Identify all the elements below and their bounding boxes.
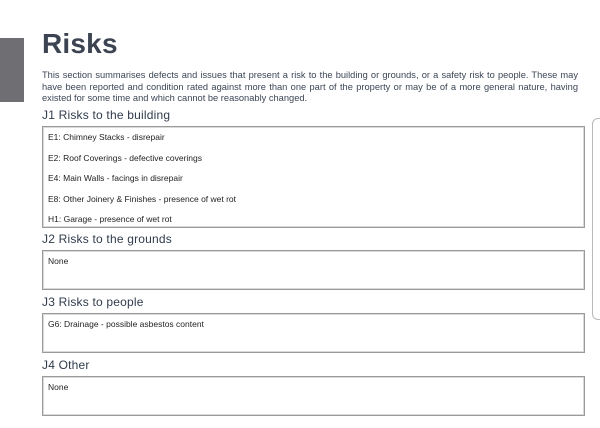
list-item: E2: Roof Coverings - defective coverings bbox=[48, 152, 203, 163]
heading-j2: J2 Risks to the grounds bbox=[42, 232, 172, 246]
list-item: G6: Drainage - possible asbestos content bbox=[48, 319, 204, 329]
list-item: H1: Garage - presence of wet rot bbox=[48, 214, 172, 225]
risks-building-box bbox=[42, 126, 585, 228]
risks-grounds-box bbox=[42, 250, 585, 290]
risks-people-box bbox=[42, 313, 585, 353]
list-item: None bbox=[48, 256, 69, 266]
list-item: E8: Other Joinery & Finishes - presence of wet rot bbox=[48, 193, 237, 204]
risks-other-box bbox=[42, 376, 585, 416]
page-title: Risks bbox=[42, 28, 118, 59]
heading-j3: J3 Risks to people bbox=[42, 295, 144, 309]
heading-j1: J1 Risks to the building bbox=[42, 108, 171, 122]
section-intro: This section summarises defects and issues that present a risk to the building or grounds, or a safety risk to people. These may have been reported and condition rated against more than one part of the property or may be of a more general nature, having existed for some time and which cannot be reasonably changed. bbox=[42, 70, 578, 103]
list-item: E4: Main Walls - facings in disrepair bbox=[48, 173, 183, 184]
list-item: None bbox=[48, 382, 69, 392]
heading-j4: J4 Other bbox=[42, 358, 90, 372]
list-item: E1: Chimney Stacks - disrepair bbox=[48, 132, 165, 142]
section-side-tab bbox=[0, 38, 24, 102]
page-edge-tab bbox=[592, 118, 600, 320]
